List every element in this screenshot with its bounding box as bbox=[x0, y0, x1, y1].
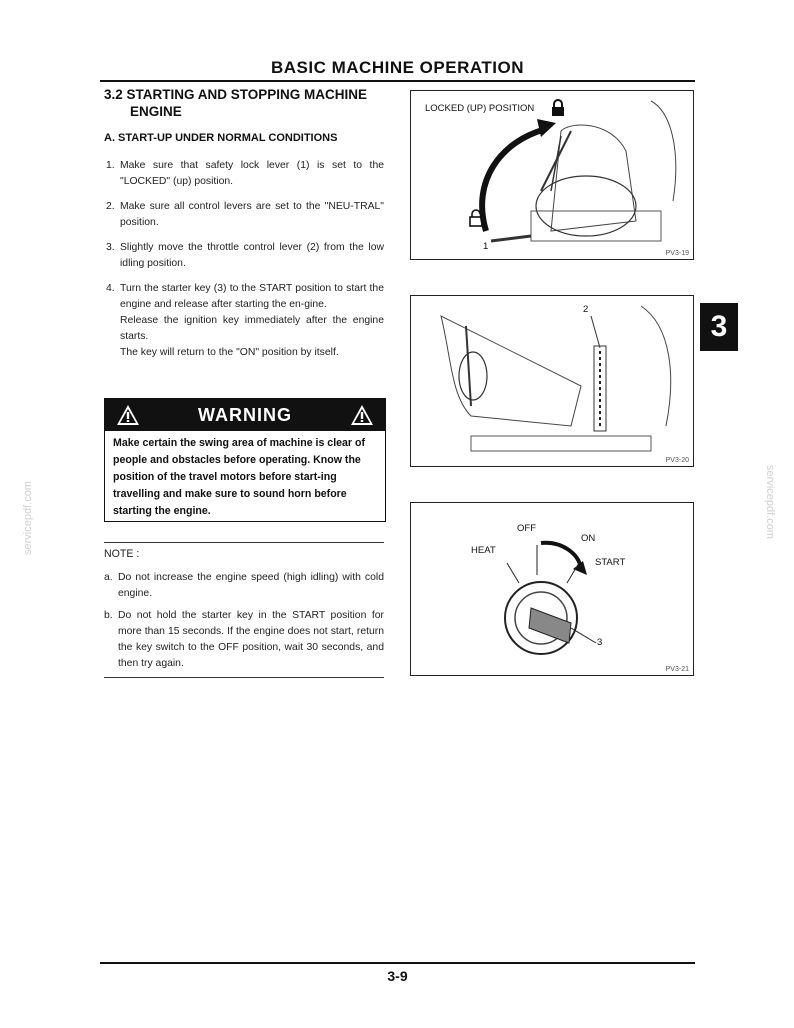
note-text: Do not hold the starter key in the START position for more than 15 seconds. If the engine does not start, return the key switch to the OFF position, wait 30 seconds, and then try again. bbox=[118, 610, 384, 669]
starter-switch-illustration bbox=[411, 503, 693, 675]
note-label: NOTE : bbox=[104, 548, 140, 560]
switch-on-label: ON bbox=[581, 533, 596, 544]
warning-text: Make certain the swing area of machine is clear of people and obstacles before operating. Know the position of the travel motors before start-ing travelling and make sure to sound horn before starting the engine. bbox=[113, 437, 365, 517]
title-rule bbox=[100, 80, 695, 82]
section-title-line1: 3.2 STARTING AND STOPPING MACHINE bbox=[104, 87, 368, 102]
figure-throttle-lever bbox=[410, 295, 694, 467]
page-number: 3-9 bbox=[387, 968, 408, 984]
throttle-lever-illustration bbox=[411, 296, 693, 466]
note-number: b. bbox=[104, 610, 113, 621]
warning-box bbox=[104, 398, 386, 522]
step-number: 4. bbox=[106, 283, 115, 294]
note-item-a bbox=[104, 570, 384, 602]
callout-3: 3 bbox=[597, 637, 603, 648]
step-text bbox=[120, 281, 384, 361]
warning-triangle-icon bbox=[349, 403, 375, 427]
figure-starter-switch bbox=[410, 502, 694, 676]
step-4 bbox=[106, 281, 384, 361]
lock-open-icon bbox=[469, 209, 483, 227]
subsection-title: A. START-UP UNDER NORMAL CONDITIONS bbox=[104, 132, 338, 144]
figure-caption: LOCKED (UP) POSITION bbox=[425, 103, 535, 114]
step-text: Make sure that safety lock lever (1) is set to the "LOCKED" (up) position. bbox=[120, 160, 384, 187]
step-2 bbox=[106, 199, 384, 231]
note-item-b bbox=[104, 608, 384, 672]
step-4-text: Turn the starter key (3) to the START position to start the engine and release after starting the en-gine. bbox=[120, 283, 384, 310]
switch-off-label: OFF bbox=[517, 523, 536, 534]
note-text: Do not increase the engine speed (high idling) with cold engine. bbox=[118, 572, 384, 599]
step-1 bbox=[106, 158, 384, 190]
step-number: 1. bbox=[106, 160, 115, 171]
section-title-line2: ENGINE bbox=[130, 104, 182, 119]
watermark-right: servicepdf.com bbox=[764, 465, 776, 539]
step-number: 2. bbox=[106, 201, 115, 212]
figure-lock-lever bbox=[410, 90, 694, 260]
switch-heat-label: HEAT bbox=[471, 545, 496, 556]
note-bottom-rule bbox=[104, 677, 384, 678]
chapter-tab: 3 bbox=[700, 303, 738, 351]
watermark-left: servicepdf.com bbox=[22, 481, 34, 555]
step-4-return: The key will return to the "ON" position by itself. bbox=[120, 347, 339, 358]
warning-title: WARNING bbox=[198, 404, 292, 425]
figure-code: PV3-21 bbox=[665, 666, 689, 673]
figure-code: PV3-19 bbox=[665, 250, 689, 257]
note-top-rule bbox=[104, 542, 384, 543]
steps-list bbox=[106, 158, 384, 370]
step-3 bbox=[106, 240, 384, 272]
note-number: a. bbox=[104, 572, 113, 583]
lock-closed-icon bbox=[551, 99, 565, 117]
figure-code: PV3-20 bbox=[665, 457, 689, 464]
step-4-release: Release the ignition key immediately after the engine starts. bbox=[120, 315, 384, 342]
section-title bbox=[104, 86, 367, 120]
footer-rule bbox=[100, 962, 695, 964]
step-text: Make sure all control levers are set to the "NEU-TRAL" position. bbox=[120, 201, 384, 228]
callout-1: 1 bbox=[483, 241, 489, 252]
page-title: BASIC MACHINE OPERATION bbox=[271, 58, 524, 77]
notes-list bbox=[104, 570, 384, 678]
warning-header bbox=[105, 399, 385, 431]
callout-2: 2 bbox=[583, 304, 589, 315]
switch-start-label: START bbox=[595, 557, 626, 568]
warning-triangle-icon bbox=[115, 403, 141, 427]
step-text: Slightly move the throttle control lever (2) from the low idling position. bbox=[120, 242, 384, 269]
step-number: 3. bbox=[106, 242, 115, 253]
